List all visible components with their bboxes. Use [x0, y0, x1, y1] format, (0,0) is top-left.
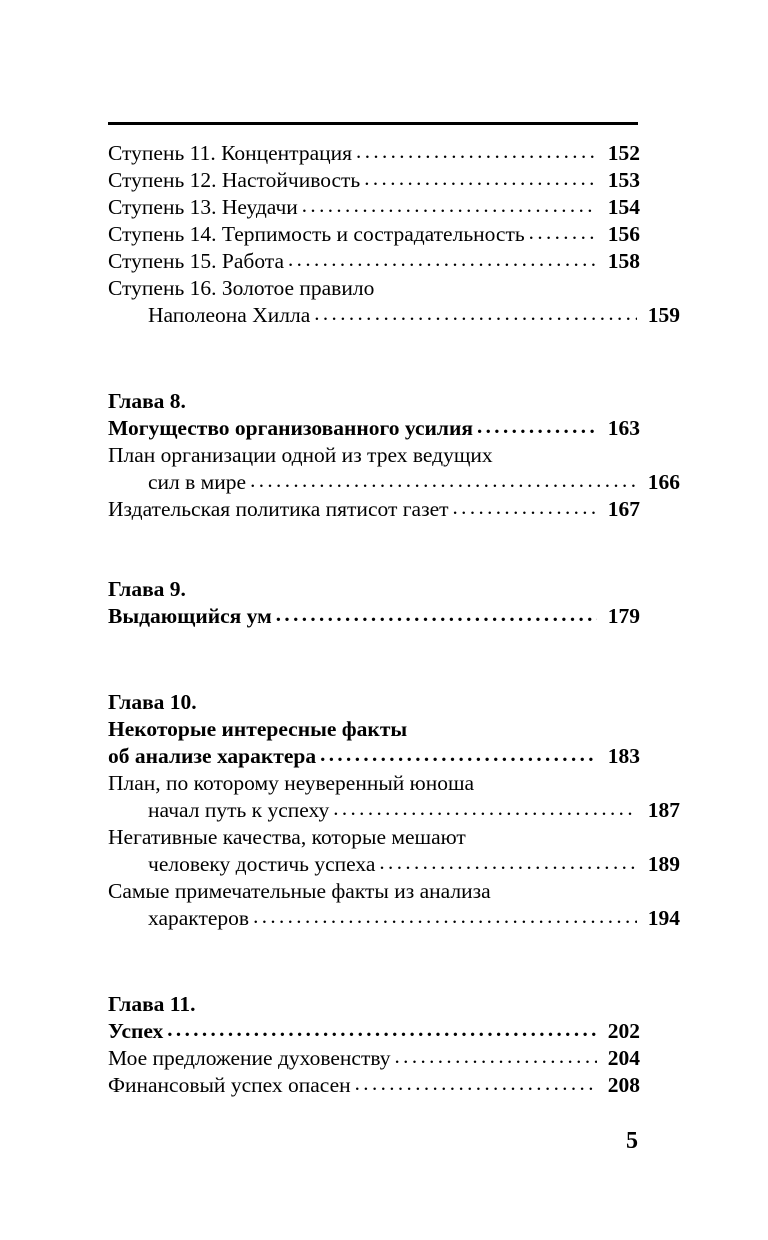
toc-entry-page: 159	[647, 303, 680, 327]
toc-content	[108, 140, 680, 1099]
toc-section-chapter-9	[108, 575, 640, 630]
toc-entry[interactable]	[108, 770, 640, 797]
toc-entry-label: Успех	[108, 1019, 164, 1043]
toc-entry[interactable]	[108, 743, 640, 770]
toc-entry-label: Ступень 13. Неудачи	[108, 195, 298, 219]
toc-entry-page: 189	[647, 852, 680, 876]
toc-entry-label: План, по которому неуверенный юноша	[108, 771, 475, 795]
leader-dots	[364, 165, 597, 192]
toc-entry[interactable]	[108, 824, 640, 851]
leader-dots	[333, 795, 637, 822]
toc-entry-label: начал путь к успеху	[148, 798, 330, 822]
toc-section-chapter-10	[108, 688, 680, 932]
toc-entry-label: Негативные качества, которые мешают	[108, 825, 466, 849]
leader-dots	[253, 903, 637, 930]
toc-entry-label: об анализе характера	[108, 744, 317, 768]
section-spacer	[108, 630, 640, 688]
toc-entry-label: характеров	[148, 906, 250, 930]
leader-dots	[529, 219, 597, 246]
toc-entry-label: Мое предложение духовенству	[108, 1046, 391, 1070]
toc-entry[interactable]	[108, 1045, 640, 1072]
leader-dots	[379, 849, 637, 876]
toc-entry-page: 183	[607, 744, 640, 768]
toc-entry-label: Некоторые интересные факты	[108, 717, 408, 741]
section-spacer	[108, 523, 640, 575]
toc-entry-page: 167	[607, 497, 640, 521]
toc-entry[interactable]	[108, 194, 640, 221]
toc-entry-page: 166	[647, 470, 680, 494]
leader-dots	[477, 413, 597, 440]
toc-entry-label: План организации одной из трех ведущих	[108, 443, 493, 467]
toc-entry-label: Издательская политика пятисот газет	[108, 497, 449, 521]
toc-entry[interactable]	[108, 851, 680, 878]
toc-entry-label: Ступень 16. Золотое правило	[108, 276, 375, 300]
section-spacer	[108, 329, 640, 387]
toc-entry[interactable]	[108, 221, 640, 248]
leader-dots	[453, 494, 597, 521]
toc-entry[interactable]	[108, 797, 680, 824]
toc-entry-label: человеку достичь успеха	[148, 852, 376, 876]
toc-entry-page: 208	[607, 1073, 640, 1097]
toc-entry-page: 202	[607, 1019, 640, 1043]
toc-entry-label: Ступень 11. Концентрация	[108, 141, 353, 165]
toc-entry-page: 204	[607, 1046, 640, 1070]
toc-entry-page: 163	[607, 416, 640, 440]
toc-entry[interactable]	[108, 442, 640, 469]
toc-entry-label: Наполеона Хилла	[148, 303, 311, 327]
toc-entry-label: Могущество организованного усилия	[108, 416, 473, 440]
toc-entry-label: Выдающийся ум	[108, 604, 272, 628]
leader-dots	[356, 138, 597, 165]
toc-entry-label: Ступень 12. Настойчивость	[108, 168, 361, 192]
toc-entry-label: Финансовый успех опасен	[108, 1073, 351, 1097]
leader-dots	[355, 1070, 597, 1097]
toc-entry[interactable]	[108, 1072, 640, 1099]
toc-entry[interactable]	[108, 248, 640, 275]
leader-dots	[167, 1016, 597, 1043]
toc-entry[interactable]	[108, 878, 640, 905]
toc-entry-page: 187	[647, 798, 680, 822]
toc-entry-page: 156	[607, 222, 640, 246]
toc-entry[interactable]	[108, 302, 680, 329]
toc-entry-page: 194	[647, 906, 680, 930]
chapter-heading: Глава 8.	[108, 389, 186, 413]
toc-entry[interactable]	[108, 469, 680, 496]
toc-entry[interactable]	[108, 140, 640, 167]
leader-dots	[314, 300, 637, 327]
toc-entry[interactable]	[108, 1018, 640, 1045]
leader-dots	[320, 741, 597, 768]
leader-dots	[250, 467, 637, 494]
toc-entry-page: 154	[607, 195, 640, 219]
toc-section-chapter-11	[108, 990, 640, 1099]
toc-entry-label: Ступень 15. Работа	[108, 249, 285, 273]
toc-entry-page: 179	[607, 604, 640, 628]
leader-dots	[288, 246, 597, 273]
toc-entry[interactable]	[108, 905, 680, 932]
toc-entry[interactable]	[108, 603, 640, 630]
toc-entry[interactable]	[108, 415, 640, 442]
toc-entry-page: 153	[607, 168, 640, 192]
leader-dots	[302, 192, 597, 219]
page-number: 5	[626, 1128, 638, 1154]
toc-section-steps	[108, 140, 680, 329]
toc-entry-page: 152	[607, 141, 640, 165]
toc-entry[interactable]	[108, 275, 640, 302]
section-spacer	[108, 932, 640, 990]
toc-entry-label: Ступень 14. Терпимость и сострадательность	[108, 222, 525, 246]
toc-entry-label: Самые примечательные факты из анализа	[108, 879, 491, 903]
chapter-heading: Глава 9.	[108, 577, 186, 601]
toc-entry[interactable]	[108, 167, 640, 194]
chapter-heading: Глава 11.	[108, 992, 196, 1016]
toc-section-chapter-8	[108, 387, 680, 523]
toc-entry-page: 158	[607, 249, 640, 273]
leader-dots	[276, 601, 597, 628]
toc-entry-label: сил в мире	[148, 470, 247, 494]
leader-dots	[395, 1043, 597, 1070]
header-divider-rule	[108, 122, 638, 125]
chapter-heading: Глава 10.	[108, 690, 197, 714]
toc-entry[interactable]	[108, 496, 640, 523]
toc-entry[interactable]	[108, 716, 640, 743]
